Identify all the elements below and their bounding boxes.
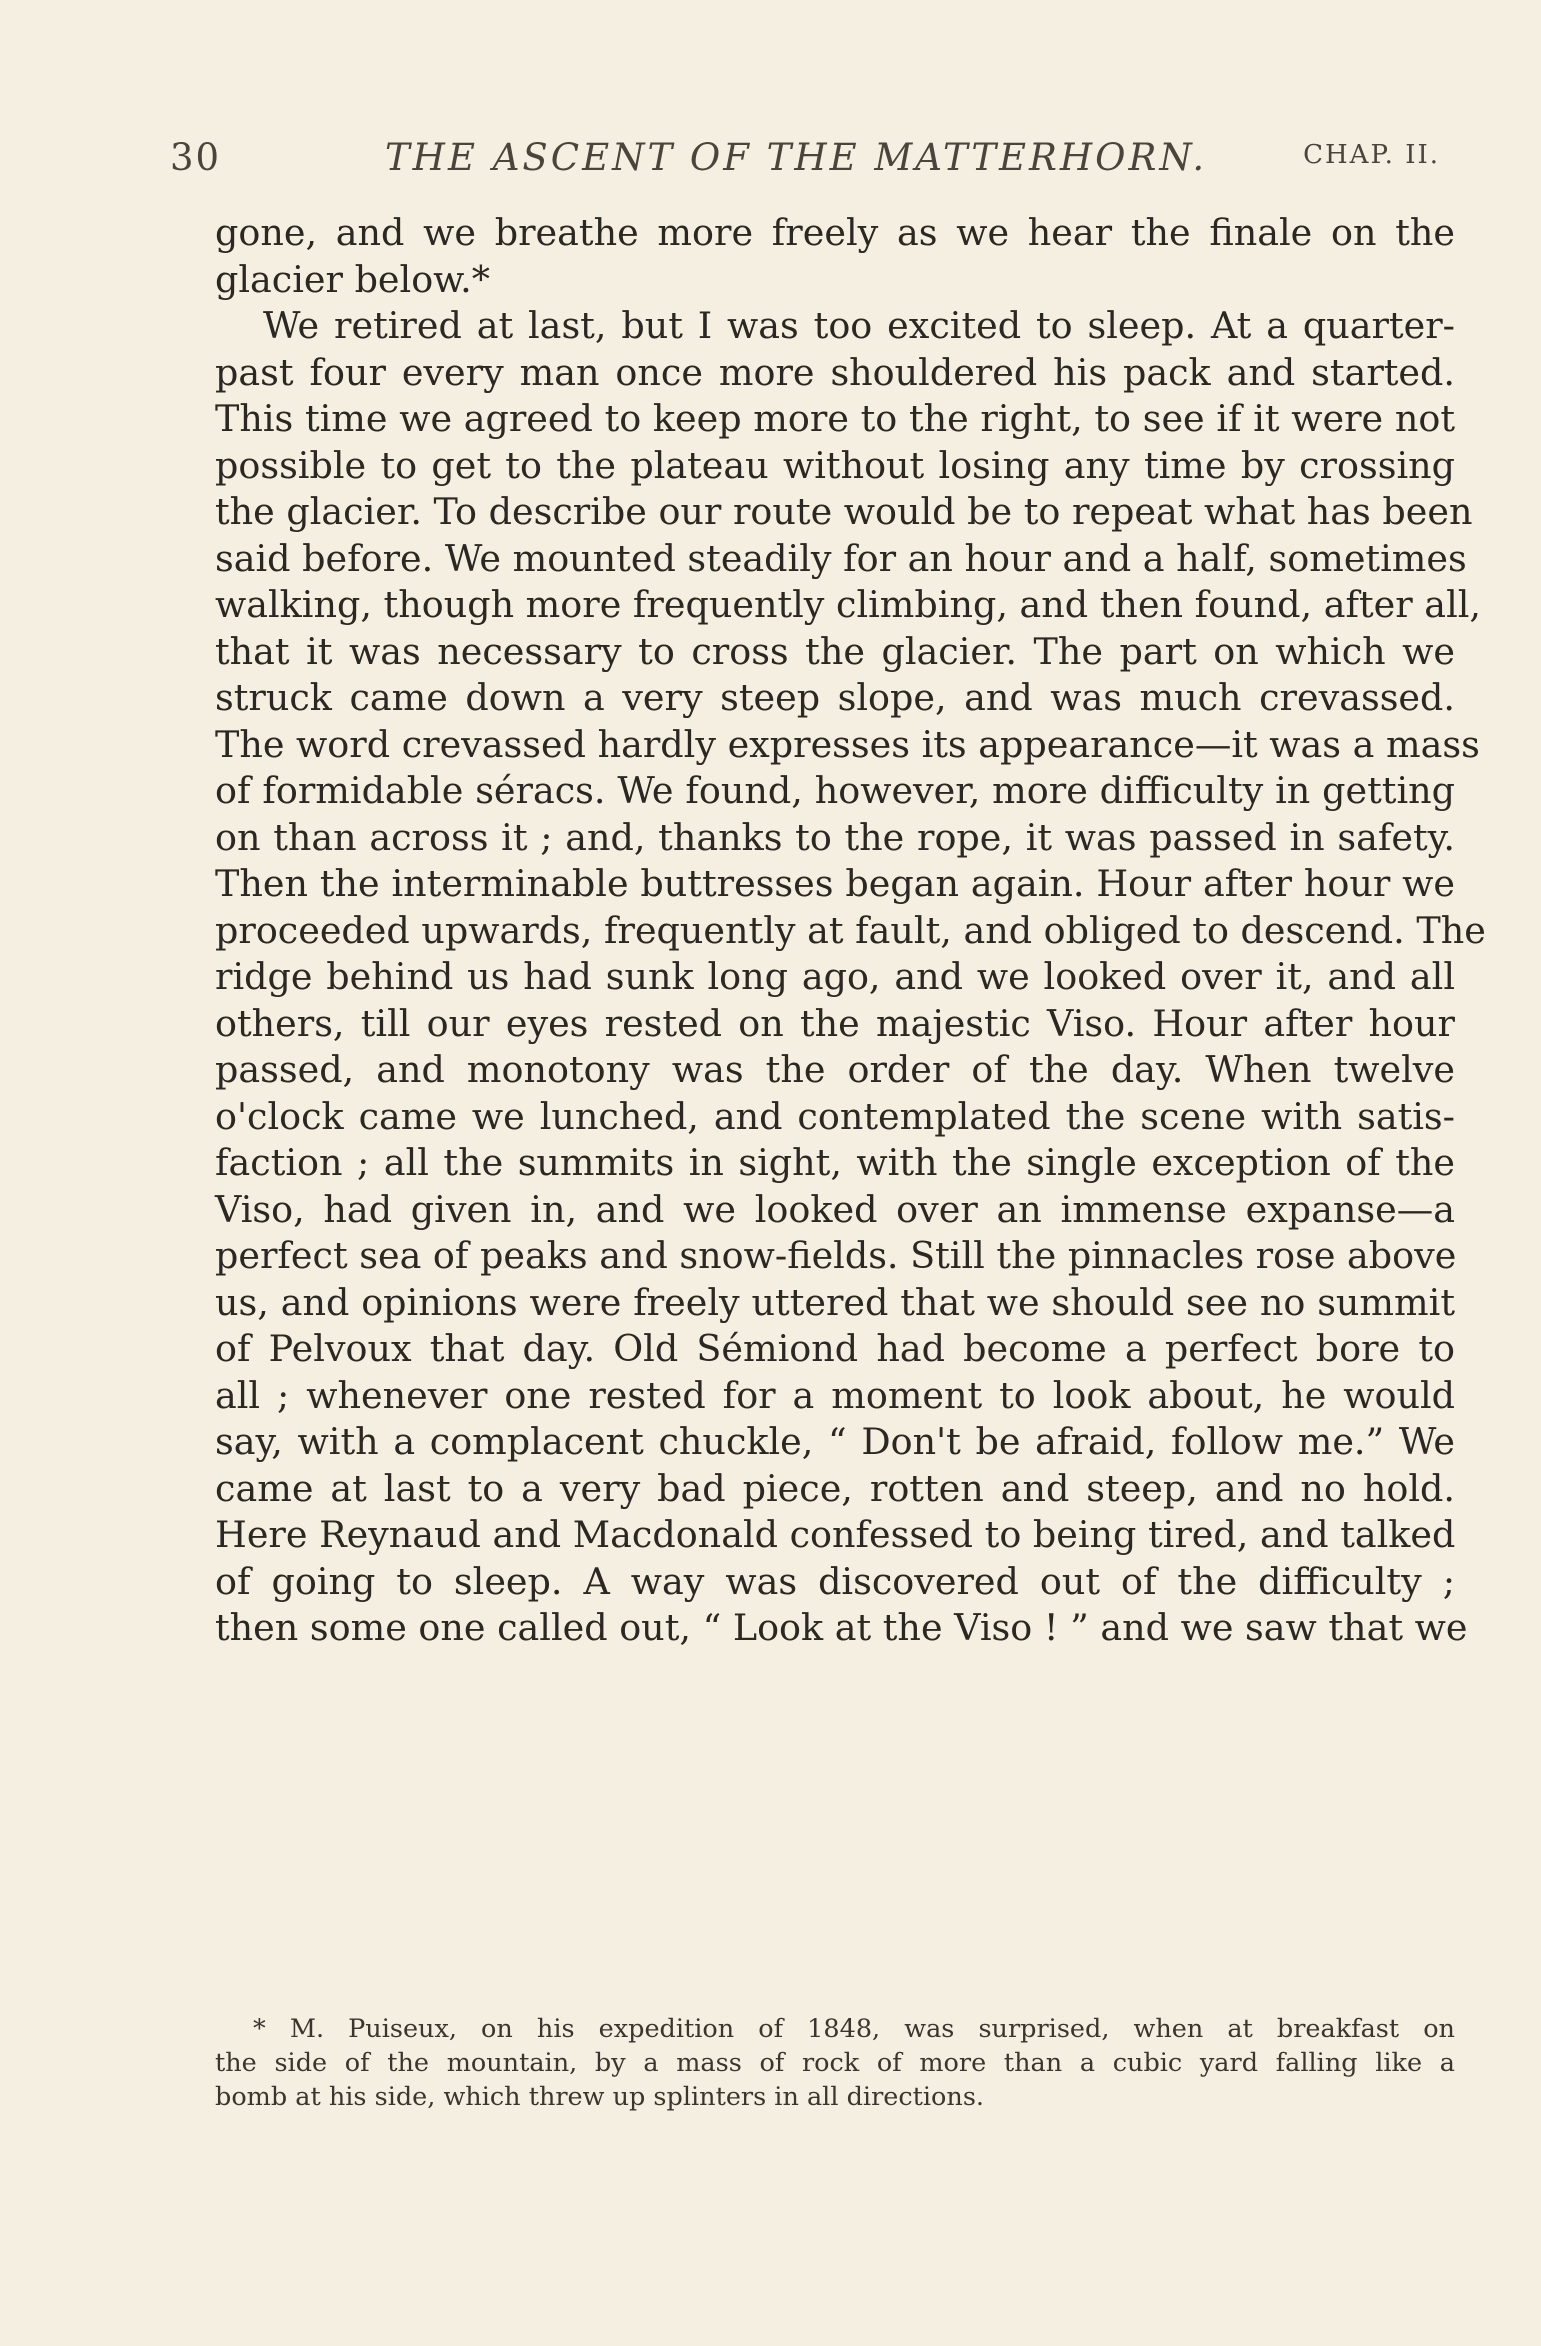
text-line: o'clock came we lunched, and contemplated the scene with satis- — [215, 1094, 1455, 1138]
footnote — [215, 2012, 1455, 2114]
text-line: on than across it ; and, thanks to the rope, it was passed in safety. — [215, 815, 1455, 859]
text-line: passed, and monotony was the order of the day. When twelve — [215, 1048, 1455, 1091]
text-line: Viso, had given in, and we looked over an immense expanse—a — [215, 1187, 1455, 1231]
text-line: gone, and we breathe more freely as we hear the finale on the — [215, 211, 1455, 254]
body-text — [215, 210, 1486, 1652]
footnote-line: the side of the mountain, by a mass of rock of more than a cubic yard falling like a — [215, 2048, 1455, 2078]
text-line: us, and opinions were freely uttered that we should see no summit — [215, 1280, 1455, 1324]
text-line: past four every man once more shouldered his pack and started. — [215, 350, 1455, 394]
text-line: came at last to a very bad piece, rotten and steep, and no hold. — [215, 1466, 1455, 1510]
text-line: perfect sea of peaks and snow-fields. Still the pinnacles rose above — [215, 1234, 1457, 1277]
text-line: all ; whenever one rested for a moment to look about, he would — [215, 1373, 1455, 1417]
text-line: others, till our eyes rested on the majestic Viso. Hour after hour — [215, 1001, 1455, 1045]
text-line: said before. We mounted steadily for an hour and a half, sometimes — [215, 536, 1467, 580]
running-title: THE ASCENT OF THE MATTERHORN. — [385, 136, 1208, 179]
text-line: of going to sleep. A way was discovered out of the difficulty ; — [215, 1559, 1455, 1603]
text-line: This time we agreed to keep more to the right, to see if it were not — [215, 397, 1455, 440]
text-line: the glacier. To describe our route would be to repeat what has been — [215, 490, 1473, 533]
text-line: Here Reynaud and Macdonald confessed to being tired, and talked — [215, 1513, 1456, 1556]
footnote-line: bomb at his side, which threw up splinters in all directions. — [215, 2082, 985, 2112]
text-line: walking, though more frequently climbing, and then found, after all, — [215, 583, 1482, 626]
text-line: that it was necessary to cross the glacier. The part on which we — [215, 629, 1455, 673]
text-line: say, with a complacent chuckle, “ Don't be afraid, follow me.” We — [215, 1420, 1455, 1463]
text-line: We retired at last, but I was too excited to sleep. At a quarter- — [263, 304, 1455, 347]
text-line: proceeded upwards, frequently at fault, and obliged to descend. The — [215, 908, 1486, 952]
chapter-label: CHAP. II. — [1303, 140, 1440, 170]
text-line: struck came down a very steep slope, and was much crevassed. — [215, 676, 1455, 719]
text-line: glacier below.* — [215, 257, 490, 301]
footnote-line: * M. Puiseux, on his expedition of 1848, was surprised, when at breakfast on — [253, 2014, 1455, 2044]
text-line: of Pelvoux that day. Old Sémiond had become a perfect bore to — [215, 1327, 1455, 1370]
text-line: The word crevassed hardly expresses its appearance—it was a mass — [215, 722, 1480, 766]
text-line: then some one called out, “ Look at the Viso ! ” and we saw that we — [215, 1606, 1468, 1649]
page-number: 30 — [170, 136, 222, 179]
running-head — [170, 136, 1440, 196]
text-line: of formidable séracs. We found, however, more difficulty in getting — [215, 769, 1455, 812]
text-line: possible to get to the plateau without losing any time by crossing — [215, 443, 1455, 487]
text-line: Then the interminable buttresses began again. Hour after hour we — [215, 862, 1455, 905]
text-line: faction ; all the summits in sight, with the single exception of the — [215, 1141, 1455, 1184]
text-line: ridge behind us had sunk long ago, and we looked over it, and all — [215, 955, 1455, 998]
